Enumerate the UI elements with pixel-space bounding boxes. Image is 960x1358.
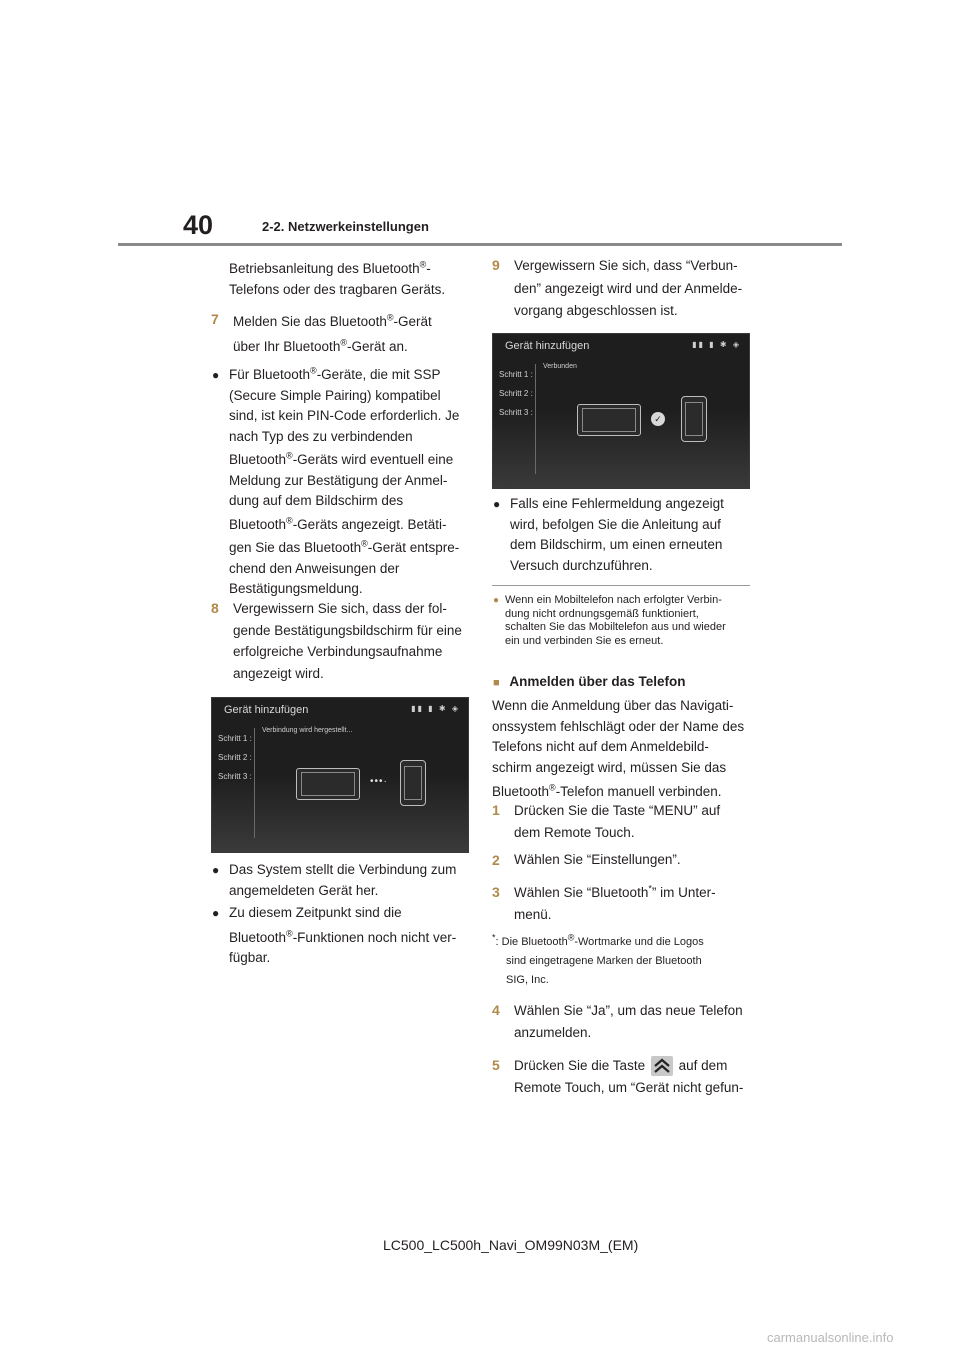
status-icons: ▮▮ ▮ ✱ ◈ — [692, 340, 741, 349]
step-number: 8 — [211, 600, 219, 616]
paragraph-manual-connect: Wenn die Anmeldung über das Navigati- onssystem fehlschlägt oder der Name des Telefons nicht auf dem Anmeldebild- schirm angezeigt wird, müssen Sie das Bluetooth®-Telefon manuell verbinden. — [492, 698, 745, 799]
connected-check-icon: ✓ — [651, 412, 665, 426]
screen-step-3: Schritt 3 : — [218, 772, 252, 781]
phone-icon — [400, 760, 426, 806]
bullet-icon: ● — [493, 497, 501, 511]
footnote-trademark: *: Die Bluetooth®-Wortmarke und die Logos sind eingetragene Marken der Bluetooth SIG, Inc. — [492, 932, 704, 986]
bullet-icon: ● — [212, 368, 220, 382]
step-number: 9 — [492, 257, 500, 273]
step-number: 3 — [492, 884, 500, 900]
step-number: 7 — [211, 311, 219, 327]
connection-status: Verbindung wird hergestellt... — [262, 727, 353, 734]
screen-title: Gerät hinzufügen — [505, 340, 590, 352]
note-divider — [492, 585, 750, 586]
screenshot-connecting — [211, 697, 469, 853]
step-number: 4 — [492, 1002, 500, 1018]
info-note: ● Wenn ein Mobiltelefon nach erfolgter Verbin- dung nicht ordnungsgemäß funktioniert, schalten Sie das Mobiltelefon aus und wieder ein und verbinden Sie es erneut. — [493, 594, 726, 647]
head-unit-icon — [296, 768, 360, 800]
bullet-icon: ● — [212, 906, 220, 920]
step-number: 1 — [492, 802, 500, 818]
subheading-phone-registration: ■ Anmelden über das Telefon — [493, 674, 686, 689]
screen-step-2: Schritt 2 : — [499, 389, 533, 398]
back-button-icon — [651, 1056, 673, 1076]
screen-step-1: Schritt 1 : — [499, 370, 533, 379]
section-title: 2-2. Netzwerkeinstellungen — [262, 219, 429, 234]
screen-title: Gerät hinzufügen — [224, 704, 309, 716]
status-icons: ▮▮ ▮ ✱ ◈ — [411, 704, 460, 713]
step-number: 2 — [492, 852, 500, 868]
step-number: 5 — [492, 1057, 500, 1073]
note-bullet-icon: ● — [493, 595, 500, 606]
phone-icon — [681, 396, 707, 442]
screen-step-2: Schritt 2 : — [218, 753, 252, 762]
page-number: 40 — [183, 210, 214, 240]
connecting-dots-icon: •••· — [370, 776, 388, 787]
screen-step-1: Schritt 1 : — [218, 734, 252, 743]
screen-step-3: Schritt 3 : — [499, 408, 533, 417]
watermark: carmanualsonline.info — [767, 1330, 894, 1345]
bullet-icon: ● — [212, 863, 220, 877]
head-unit-icon — [577, 404, 641, 436]
header-rule — [118, 243, 842, 246]
document-code: LC500_LC500h_Navi_OM99N03M_(EM) — [383, 1237, 639, 1253]
square-bullet-icon: ■ — [493, 677, 500, 689]
screenshot-connected — [492, 333, 750, 489]
connection-status: Verbunden — [543, 363, 577, 370]
intro-text: Betriebsanleitung des Bluetooth®- Telefons oder des tragbaren Geräts. — [229, 259, 446, 297]
